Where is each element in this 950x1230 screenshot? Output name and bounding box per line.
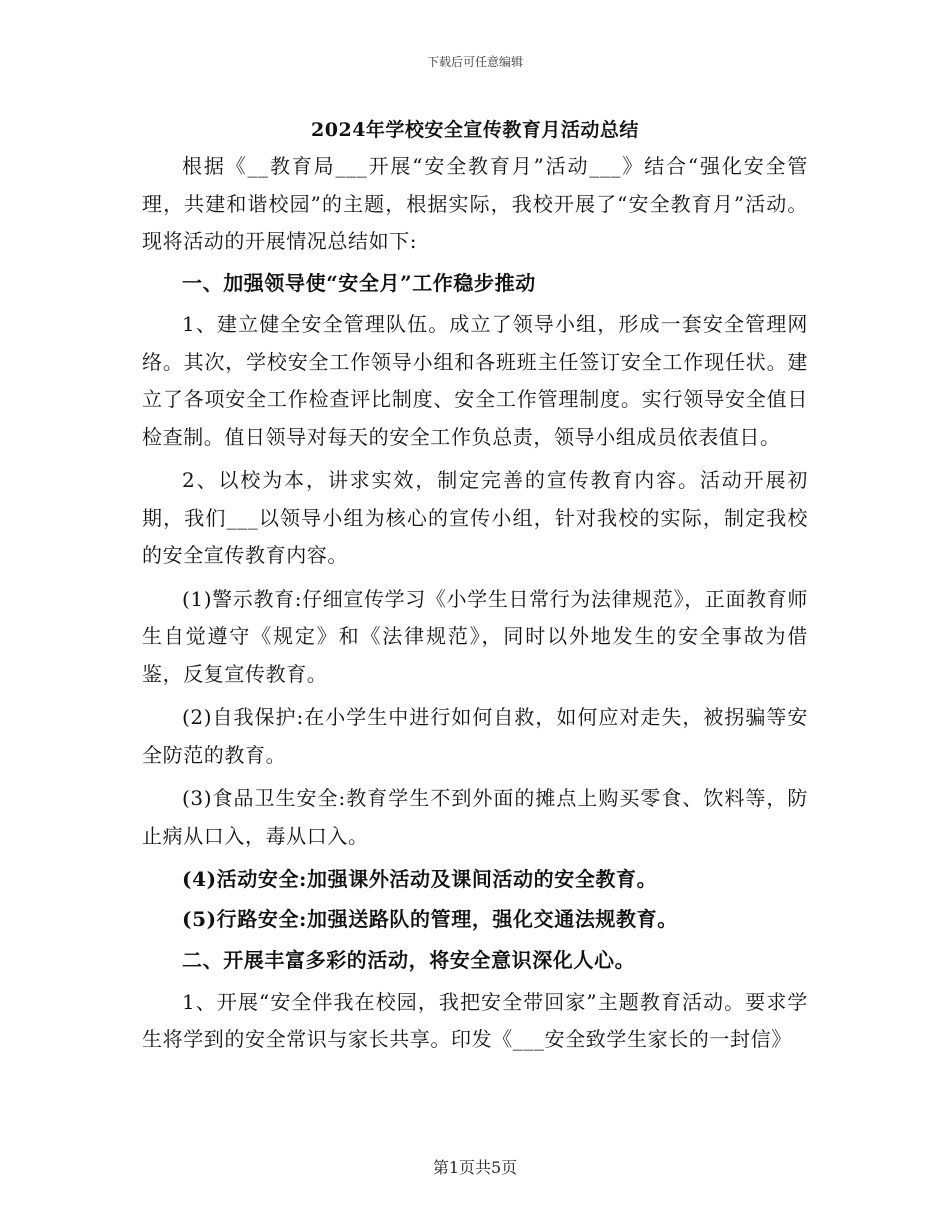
paragraph-2-1: 1、开展“安全伴我在校园，我把安全带回家”主题教育活动。要求学生将学到的安全常识与家长共享。印发《___安全致学生家长的一封信》	[142, 989, 808, 1051]
item-food-safety: (3)食品卫生安全:教育学生不到外面的摊点上购买零食、饮料等，防止病从口入，毒从口入。	[142, 786, 808, 848]
paragraph-1-1: 1、建立健全安全管理队伍。成立了领导小组，形成一套安全管理网络。其次，学校安全工作领导小组和各班班主任签订安全工作现任状。建立了各项安全工作检查评比制度、安全工作管理制度。实行领导安全值日检查制。值日领导对每天的安全工作负总责，领导小组成员依表值日。	[142, 312, 808, 449]
header-note: 下载后可任意编辑	[426, 55, 523, 69]
page-footer: 第1页共5页	[432, 1158, 518, 1177]
section-heading-2: 二、开展丰富多彩的活动，将安全意识深化人心。	[182, 948, 636, 972]
item-road-safety: (5)行路安全:加强送路队的管理，强化交通法规教育。	[182, 906, 678, 931]
item-self-protection: (2)自我保护:在小学生中进行如何自救，如何应对走失，被拐骗等安全防范的教育。	[142, 705, 808, 767]
intro-paragraph: 根据《__教育局___开展“安全教育月”活动___》结合“强化安全管理，共建和谐校园”的主题，根据实际，我校开展了“安全教育月”活动。现将活动的开展情况总结如下:	[142, 154, 808, 253]
paragraph-1-2: 2、以校为本，讲求实效，制定完善的宣传教育内容。活动开展初期，我们___以领导小组为核心的宣传小组，针对我校的实际，制定我校的安全宣传教育内容。	[142, 468, 808, 567]
document-title: 2024年学校安全宣传教育月活动总结	[311, 119, 639, 141]
document-body	[142, 112, 808, 1059]
section-heading-1: 一、加强领导使“安全月”工作稳步推动	[182, 270, 536, 295]
item-warning-education: (1)警示教育:仔细宣传学习《小学生日常行为法律规范》，正面教育师生自觉遵守《规定》和《法律规范》，同时以外地发生的安全事故为借鉴，反复宣传教育。	[142, 586, 808, 686]
item-activity-safety: (4)活动安全:加强课外活动及课间活动的安全教育。	[182, 867, 658, 891]
